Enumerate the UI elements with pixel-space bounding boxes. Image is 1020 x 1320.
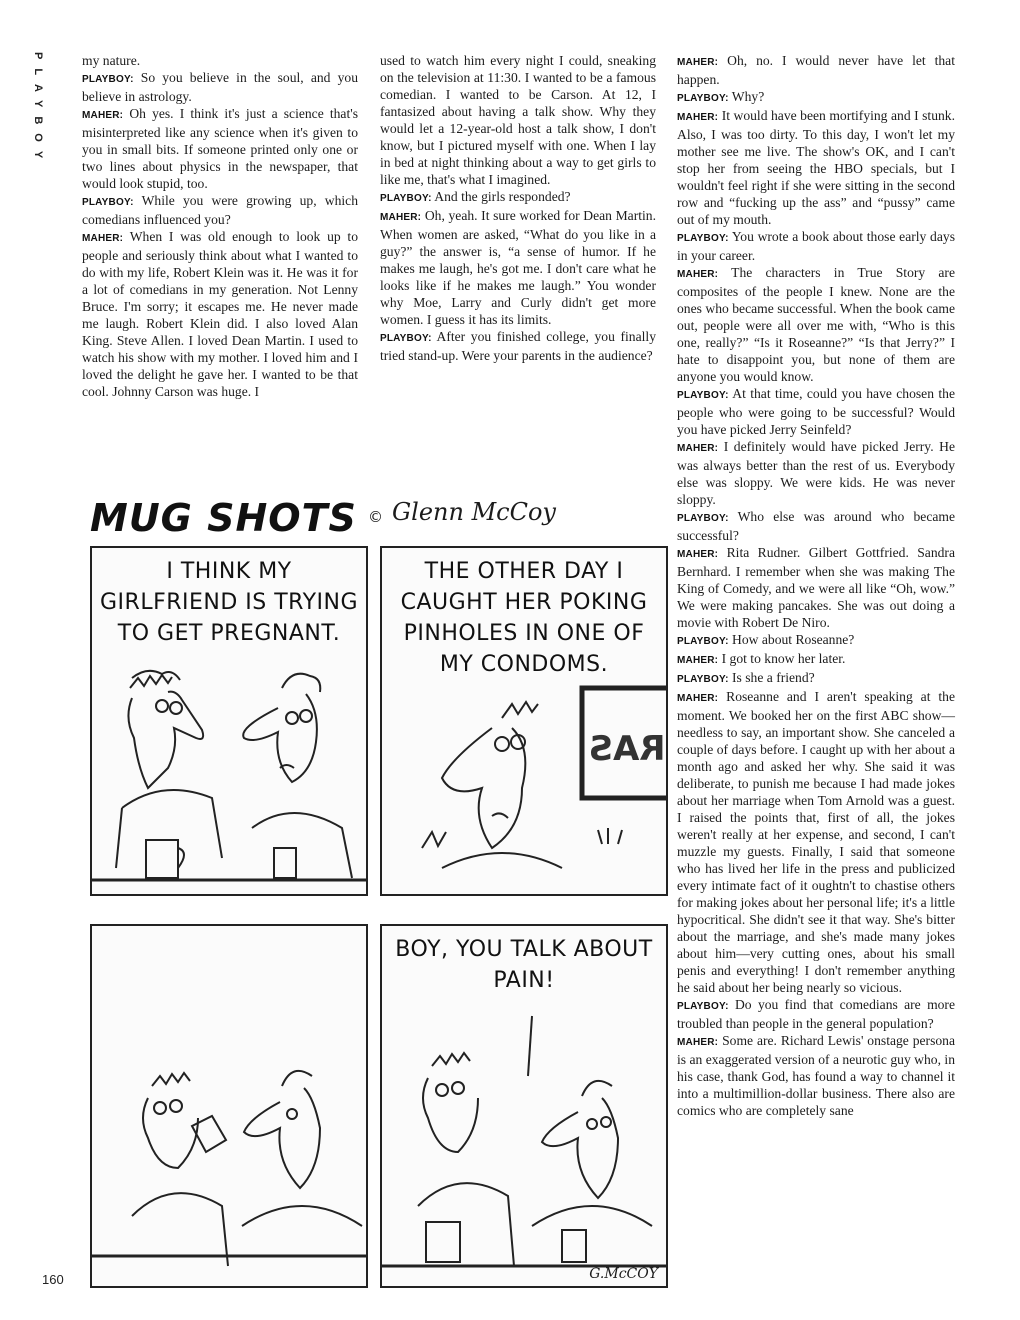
interview-paragraph: [677, 88, 955, 107]
paragraph-text: At that time, could you have chosen the people who were going to be successful? Would you have picked Jerry Seinfeld?: [677, 386, 955, 437]
speaker-label: MAHER:: [82, 110, 124, 121]
paragraph-text: The characters in True Story are composites of the people I knew. None are the ones who became successful. When the book came out, people were all over me with, “Who is this one, really?” “Is it Roseanne?” “Is that Jerry?” I hate to disappoint you, but none of them are anyone you would know.: [677, 265, 955, 384]
paragraph-text: Oh, yeah. It sure worked for Dean Martin. When women are asked, “What do you like in a guy?” the answer is, “a sense of humor. If he makes me laugh, he's got me. I don't care what he looks like if he makes me laugh.” You wonder why Moe, Larry and Curly didn't get more women. I guess it has its limits.: [380, 208, 656, 327]
interview-paragraph: [677, 228, 955, 264]
speaker-label: PLAYBOY:: [380, 333, 432, 344]
speaker-label: PLAYBOY:: [82, 197, 134, 208]
speaker-label: MAHER:: [677, 1037, 719, 1048]
interview-paragraph: [677, 669, 955, 688]
speaker-label: MAHER:: [82, 233, 124, 244]
paragraph-text: So you believe in the soul, and you believe in astrology.: [82, 70, 358, 104]
panel-2-drawing: [382, 548, 666, 894]
panel-3-drawing: [92, 926, 366, 1286]
interview-paragraph: [82, 52, 358, 69]
page-number: 160: [42, 1272, 64, 1287]
artist-initials: G.McCOY: [589, 1266, 658, 1282]
paragraph-text: Oh yes. I think it's just a science that's misinterpreted like any science when it's given to you in small bits. If someone printed only one or two lines about physics in the newspaper, that would look stupid, too.: [82, 106, 358, 191]
paragraph-text: Roseanne and I aren't speaking at the moment. We booked her on the first ABC show—needless to say, an important show. She canceled a couple of days before. I caught up with her about a month ago and asked her why. She said it was deliberate, to punish me because I had made jokes about her marriage when Tom Arnold was a guest. I raised the points that, first of all, the jokes weren't really at her expense, and second, I can't muzzle my guests. Finally, I said that someone who has lived her life in the press and publicized every intimate fact of it oughtn't to chastise others for making jokes about her personal life; it's a little hypocritical. She didn't see it that way. She's bitter about the marriage, and she's made many jokes about him—very cutting ones, about his small penis and everything! I don't remember anything he said about her being nearly so vicious.: [677, 689, 955, 995]
speaker-label: MAHER:: [677, 443, 719, 454]
interview-paragraph: [82, 228, 358, 400]
interview-paragraph: [380, 207, 656, 328]
paragraph-text: When I was old enough to look up to people and seriously think about what I wanted to do with my life, Robert Klein was it. He was it for a lot of comedians in my generation. Not Lenny Bruce. I'm sorry; it escapes me. He never made me laugh. Robert Klein did. I also loved Alan King. Steve Allen. I loved Dean Martin. I used to watch his show with my mother. I loved him and I loved the delight he gave her. I wanted to be that cool. Johnny Carson was huge. I: [82, 229, 358, 399]
speaker-label: PLAYBOY:: [677, 233, 729, 244]
speaker-label: PLAYBOY:: [380, 193, 432, 204]
interview-paragraph: [677, 544, 955, 631]
speaker-label: MAHER:: [677, 693, 719, 704]
panel-caption: BOY, YOU TALK ABOUT PAIN!: [395, 937, 653, 993]
paragraph-text: used to watch him every night I could, sneaking on the television at 11:30. I wanted to be a famous comedian. I wanted to be Carson. At 12, I fantasized about having a talk show. Why they would let a 12-year-old host a talk show, I don't know, but I pictured myself with one. When I lay in bed at night thinking about a way to get girls to like me, that's what I imagined.: [380, 53, 656, 187]
article-column-2: [380, 52, 656, 364]
speaker-label: MAHER:: [677, 549, 719, 560]
comic-panel-1: [90, 546, 368, 896]
paragraph-text: Is she a friend?: [732, 670, 815, 685]
panel-1-drawing: [92, 548, 366, 894]
comic-artist-signature: Glenn McCoy: [392, 498, 556, 526]
speaker-label: MAHER:: [677, 269, 719, 280]
speaker-label: PLAYBOY:: [677, 674, 729, 685]
comic-panel-4: [380, 924, 668, 1288]
speaker-label: PLAYBOY:: [677, 636, 729, 647]
comic-title: MUG SHOTS: [90, 496, 357, 540]
interview-paragraph: [677, 508, 955, 544]
comic-panel-2: [380, 546, 668, 896]
paragraph-text: I got to know her later.: [721, 651, 846, 666]
paragraph-text: Rita Rudner. Gilbert Gottfried. Sandra Bernhard. I remember when she was making The King of Comedy, and we were all like “Oh, wow.” We were making pancakes. She was out doing a movie with Robert De Niro.: [677, 545, 955, 630]
paragraph-text: Do you find that comedians are more troubled than people in the general population?: [677, 997, 955, 1031]
paragraph-text: I definitely would have picked Jerry. He was always better than the rest of us. Everybody else was sloppy. We were kids. He was never sloppy.: [677, 439, 955, 507]
interview-paragraph: [380, 52, 656, 188]
paragraph-text: Oh, no. I would never have let that happen.: [677, 53, 955, 87]
bar-sign-text: RAS: [588, 729, 666, 769]
interview-paragraph: [677, 107, 955, 228]
article-column-1: [82, 52, 358, 400]
interview-paragraph: [677, 996, 955, 1032]
panel-4-drawing: [382, 926, 666, 1286]
speaker-label: PLAYBOY:: [677, 513, 729, 524]
interview-paragraph: [677, 688, 955, 996]
comic-panel-3: [90, 924, 368, 1288]
paragraph-text: Who else was around who became successful?: [677, 509, 955, 543]
paragraph-text: And the girls responded?: [434, 189, 571, 204]
speaker-label: PLAYBOY:: [82, 74, 134, 85]
interview-paragraph: [677, 52, 955, 88]
interview-paragraph: [677, 264, 955, 385]
speaker-label: MAHER:: [380, 212, 422, 223]
comic-copyright-symbol: ©: [368, 508, 383, 526]
panel-caption: THE OTHER DAY I CAUGHT HER POKING PINHOLES IN ONE OF MY CONDOMS.: [400, 559, 648, 677]
interview-paragraph: [82, 105, 358, 192]
interview-paragraph: [677, 631, 955, 650]
article-column-3: [677, 52, 955, 1119]
paragraph-text: How about Roseanne?: [732, 632, 855, 647]
paragraph-text: Some are. Richard Lewis' onstage persona is an exaggerated version of a neurotic guy who, in his case, thank God, has found a way to channel it into a multimillion-dollar business. There also are comics who are completely sane: [677, 1033, 955, 1118]
panel-caption: I THINK MY GIRLFRIEND IS TRYING TO GET PREGNANT.: [100, 559, 358, 646]
speaker-label: PLAYBOY:: [677, 93, 729, 104]
speaker-label: MAHER:: [677, 112, 719, 123]
interview-paragraph: [677, 438, 955, 508]
paragraph-text: my nature.: [82, 53, 141, 68]
interview-paragraph: [380, 188, 656, 207]
magazine-name: PLAYBOY: [32, 52, 44, 168]
paragraph-text: It would have been mortifying and I stunk. Also, I was too dirty. To this day, I won't let my mother see me live. The show's OK, and I can't stop her from seeing the HBO specials, but I wouldn't feel right if she were sitting in the second row and “fucking up the ass” and “pussy” came out of my mouth.: [677, 108, 955, 227]
speaker-label: PLAYBOY:: [677, 1001, 729, 1012]
speaker-label: MAHER:: [677, 57, 719, 68]
interview-paragraph: [82, 192, 358, 228]
paragraph-text: After you finished college, you finally tried stand-up. Were your parents in the audience?: [380, 329, 656, 363]
paragraph-text: You wrote a book about those early days in your career.: [677, 229, 955, 263]
speaker-label: PLAYBOY:: [677, 390, 729, 401]
interview-paragraph: [380, 328, 656, 364]
paragraph-text: While you were growing up, which comedians influenced you?: [82, 193, 358, 227]
interview-paragraph: [677, 385, 955, 438]
magazine-sidebar-logo: [32, 52, 54, 167]
speaker-label: MAHER:: [677, 655, 719, 666]
paragraph-text: Why?: [731, 89, 765, 104]
interview-paragraph: [677, 1032, 955, 1119]
interview-paragraph: [82, 69, 358, 105]
interview-paragraph: [677, 650, 955, 669]
